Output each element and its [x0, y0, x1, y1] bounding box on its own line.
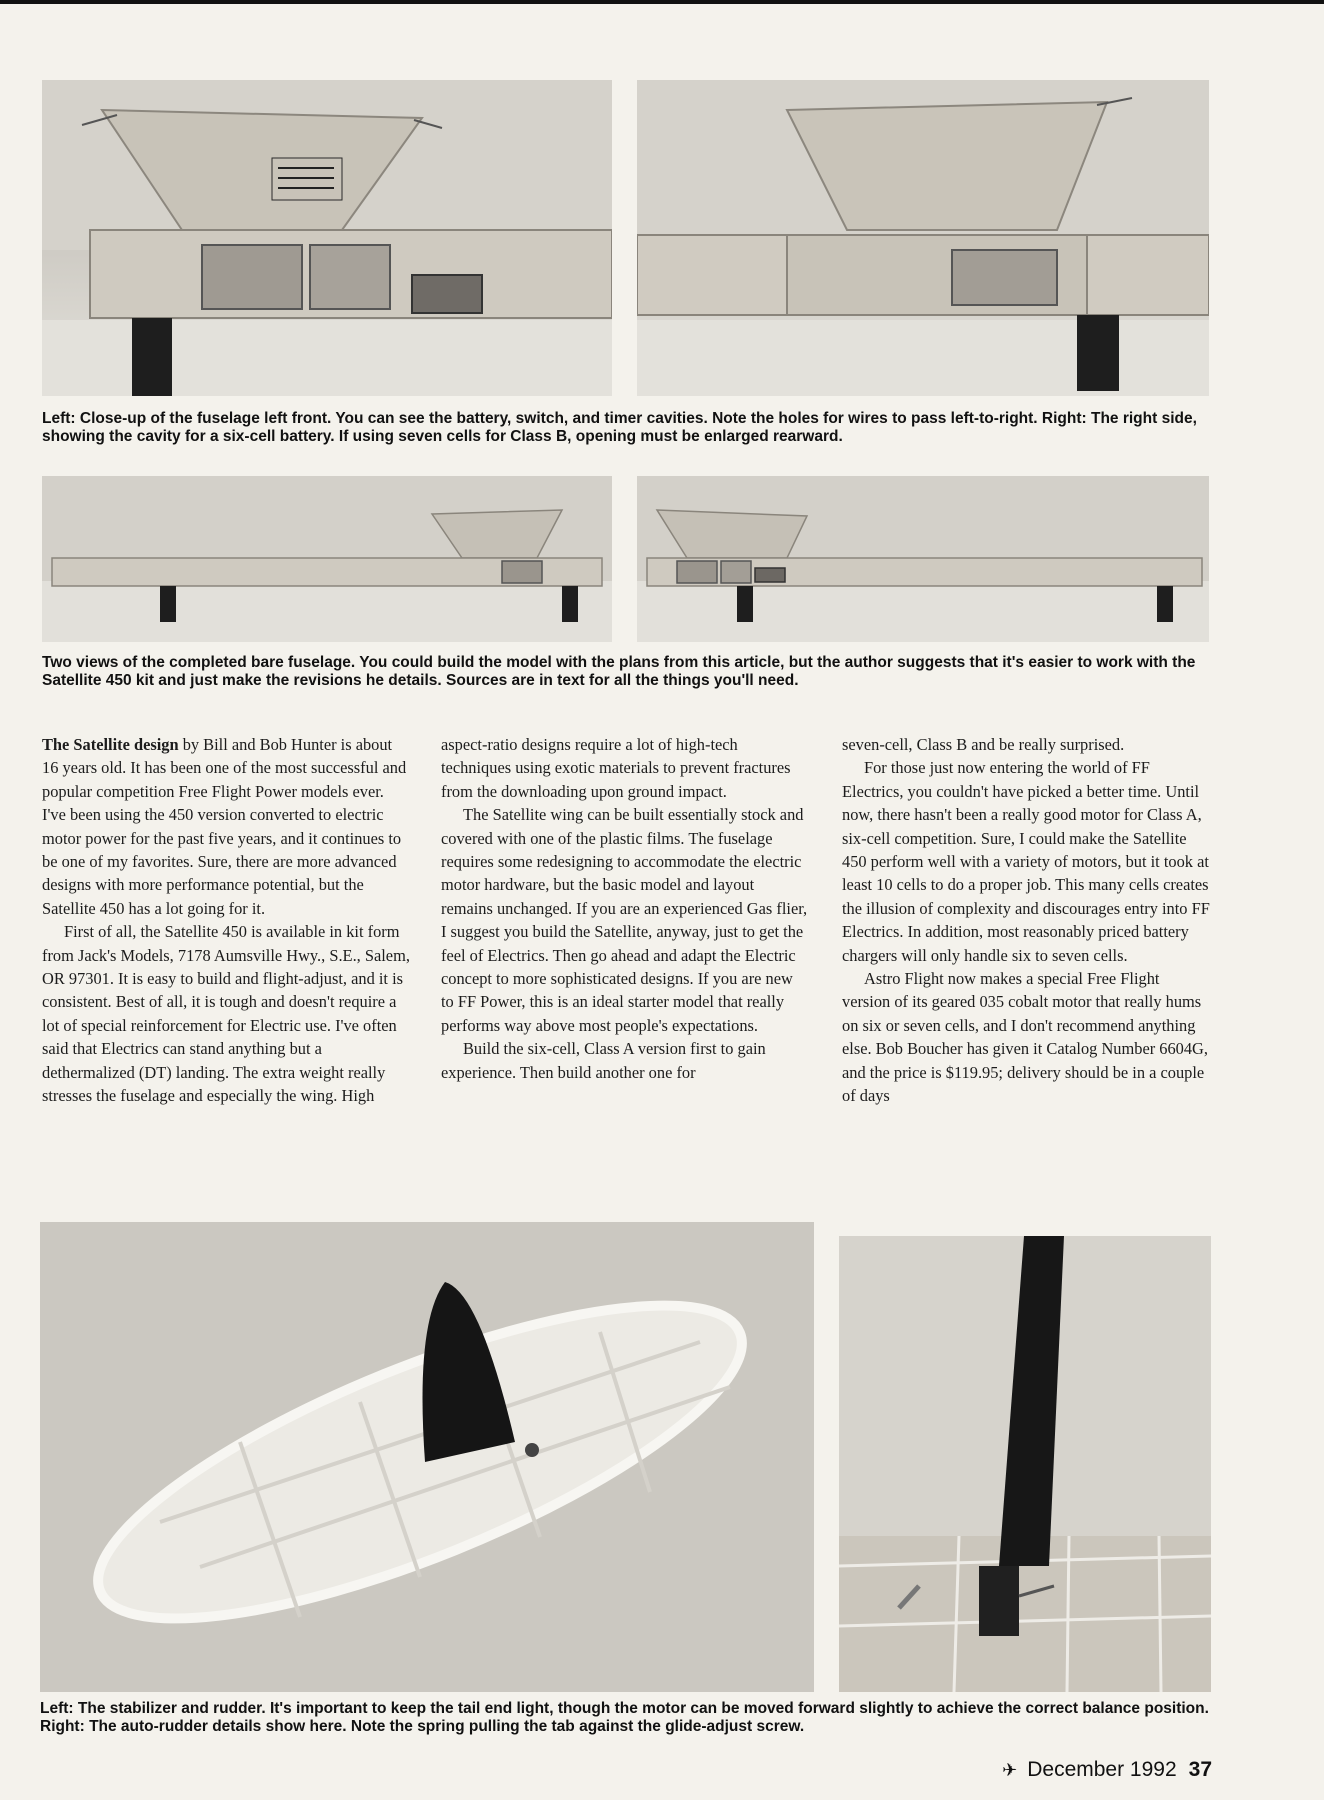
photo-auto-rudder-details: [839, 1236, 1211, 1692]
page-top-border: [0, 0, 1324, 4]
photo-bare-fuselage-view-2: [637, 476, 1209, 642]
issue-date: December 1992: [1027, 1758, 1177, 1781]
article-paragraph: aspect-ratio designs require a lot of high-tech techniques using exotic materials to prevent fractures from the downloading upon ground impact.: [441, 735, 791, 801]
article-paragraph: For those just now entering the world of FF Electrics, you couldn't have picked a better time. Until now, there hasn't been a really good motor for Class A, six-cell competition. Sure, I could make the Satellite 450 perform well with a variety of motors, but it took at least 10 cells to do a proper job. This many cells creates the illusion of complexity and discourages entry into FF Electrics. In addition, most reasonably priced battery chargers will only handle six to seven cells.: [842, 758, 1210, 965]
page-number: 37: [1188, 1758, 1212, 1781]
article-paragraph: seven-cell, Class B and be really surprised.: [842, 735, 1125, 754]
page-footer: [1002, 1758, 1212, 1782]
airplane-icon: ✈: [1002, 1760, 1018, 1780]
photo-fuselage-right-side: [637, 80, 1209, 396]
photo-stabilizer-and-rudder: [40, 1222, 814, 1692]
caption-bottom: Left: The stabilizer and rudder. It's important to keep the tail end light, though the motor can be moved forward slightly to achieve the correct balance position. Right: The auto-rudder details show here. Note the spring pulling the tab against the glide-adjust screw.: [40, 1700, 1209, 1735]
article-paragraph: First of all, the Satellite 450 is available in kit form from Jack's Models, 7178 Aumsville Hwy., S.E., Salem, OR 97301. It is easy to build and flight-adjust, and it is consistent. Best of all, it is tough and doesn't require a lot of special reinforcement for Electric use. I've often said that Electrics can stand anything but a dethermalized (DT) landing. The extra weight really stresses the fuselage and especially the wing. High: [42, 922, 410, 1106]
article-column-1: [42, 733, 410, 1108]
article-paragraph: The Satellite wing can be built essentially stock and covered with one of the plastic films. The fuselage requires some redesigning to accommodate the electric motor hardware, but the basic model and layout remains unchanged. If you are an experienced Gas flier, I suggest you build the Satellite, anyway, just to get the feel of Electrics. Then go ahead and adapt the Electric concept to more sophisticated designs. If you are new to FF Power, this is an ideal starter model that really performs way above most people's expectations.: [441, 805, 808, 1035]
article-lead-in: The Satellite design: [42, 735, 179, 754]
caption-top: Left: Close-up of the fuselage left front. You can see the battery, switch, and timer cavities. Note the holes for wires to pass left-to-right. Right: The right side, showing the cavity for a six-cell battery. If using seven cells for Class B, opening must be enlarged rearward.: [42, 410, 1197, 445]
article-paragraph: [42, 733, 410, 920]
article-paragraph: Astro Flight now makes a special Free Flight version of its geared 035 cobalt motor that really hums on six or seven cells, and I don't recommend anything else. Bob Boucher has given it Catalog Number 6604G, and the price is $119.95; delivery should be in a couple of days: [842, 969, 1208, 1106]
article-lead-text: by Bill and Bob Hunter is about 16 years old. It has been one of the most successful and popular competition Free Flight Power models ever. I've been using the 450 version converted to electric motor power for the past five years, and it continues to be one of my favorites. Sure, there are more advanced designs with more performance potential, but the Satellite 450 has a lot going for it.: [42, 735, 407, 918]
photo-fuselage-left-front: [42, 80, 612, 396]
article-column-2: [441, 733, 809, 1084]
article-column-3: [842, 733, 1210, 1108]
article-paragraph: Build the six-cell, Class A version first to gain experience. Then build another one for: [441, 1039, 766, 1082]
photo-bare-fuselage-view-1: [42, 476, 612, 642]
caption-middle: Two views of the completed bare fuselage. You could build the model with the plans from this article, but the author suggests that it's easier to work with the Satellite 450 kit and just make the revisions he details. Sources are in text for all the things you'll need.: [42, 654, 1196, 689]
